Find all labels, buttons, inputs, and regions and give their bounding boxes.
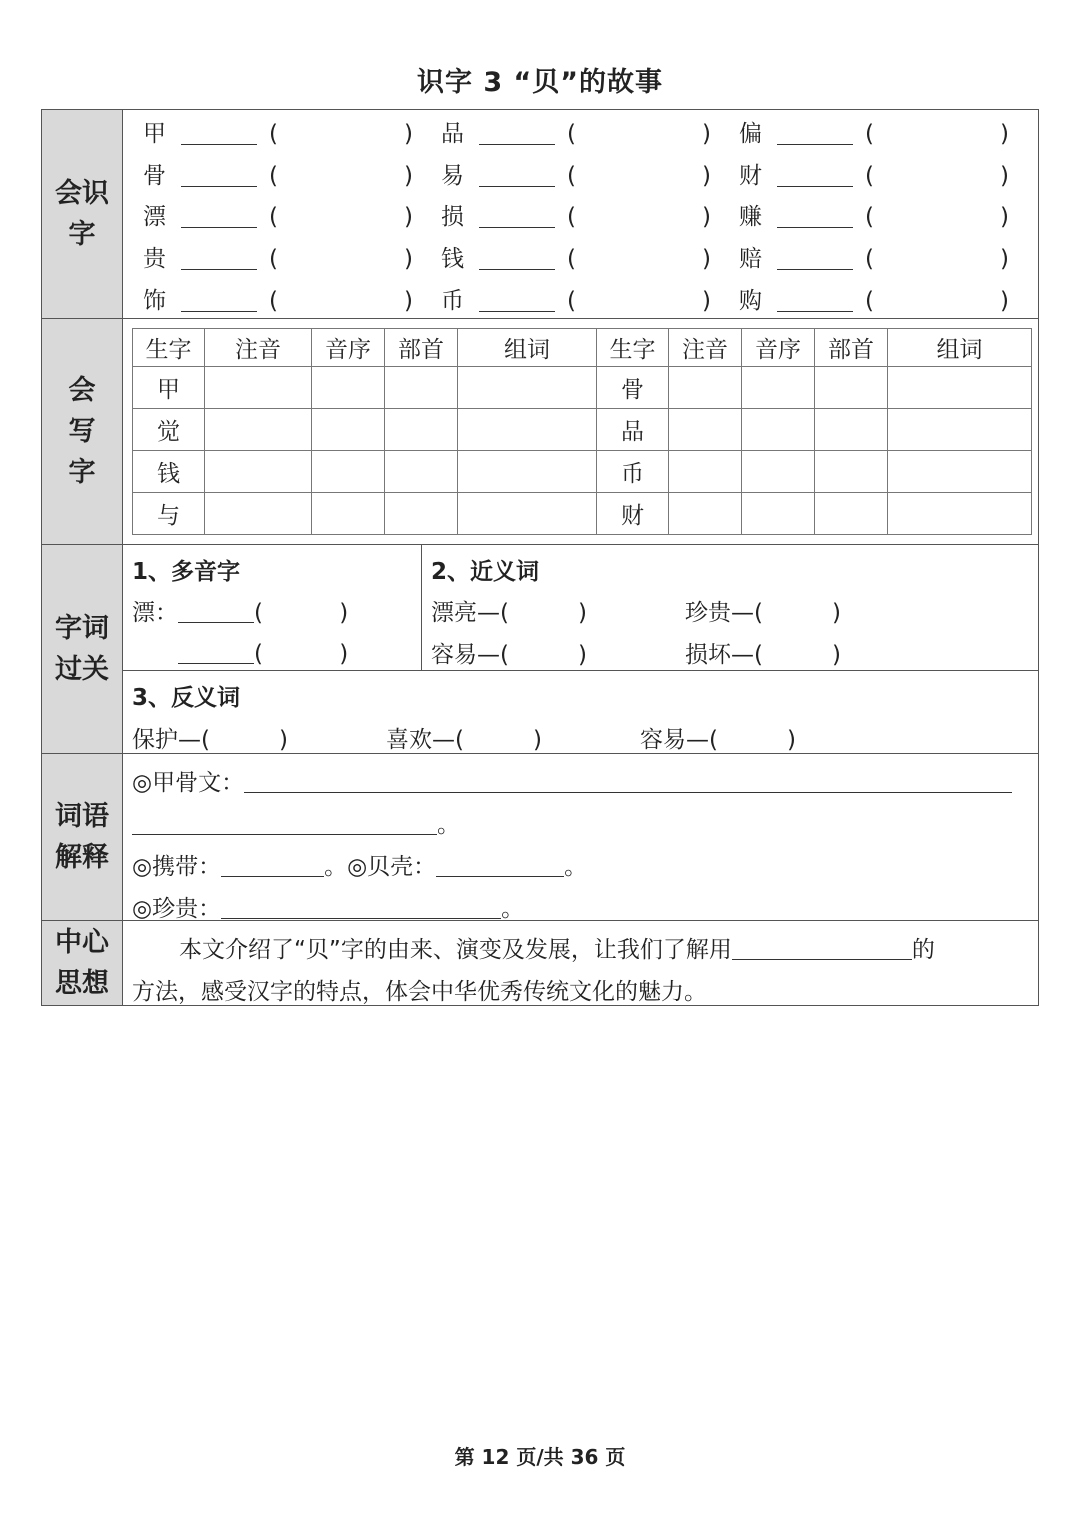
write-answer-cell[interactable] <box>458 451 597 493</box>
write-answer-cell[interactable] <box>458 493 597 535</box>
write-char: 币 <box>597 451 669 493</box>
read-char: 漂 <box>143 204 166 230</box>
write-answer-cell[interactable] <box>888 409 1032 451</box>
read-blank[interactable] <box>479 289 555 312</box>
write-char: 钱 <box>133 451 205 493</box>
section-label-explain: 词语 解释 <box>42 754 123 921</box>
write-row <box>133 367 1032 409</box>
read-blank[interactable] <box>181 289 257 312</box>
read-item: 品 ( ) <box>441 121 711 147</box>
read-item: 甲 ( ) <box>143 121 413 147</box>
ant-item: 保护—( ) <box>132 727 288 753</box>
read-item: 骨 ( ) <box>143 163 413 189</box>
write-answer-cell[interactable] <box>815 367 888 409</box>
page-footer: 第 12 页/共 36 页 <box>454 1445 626 1469</box>
read-char: 甲 <box>143 121 166 147</box>
read-char: 损 <box>441 204 464 230</box>
explain-zhengui: ◎珍贵： 。 <box>132 896 525 922</box>
write-header-cell: 生字 <box>133 329 205 367</box>
ant-item: 容易—( ) <box>640 727 796 753</box>
read-grid <box>123 110 1038 318</box>
jiaguwen-blank-2[interactable] <box>132 814 437 835</box>
explain-xiedai-beike: ◎携带： 。◎贝壳： 。 <box>132 854 588 880</box>
read-blank[interactable] <box>479 164 555 187</box>
write-header-cell: 音序 <box>742 329 815 367</box>
explain-jiaguwen-cont: 。 <box>132 806 460 839</box>
write-char: 与 <box>133 493 205 535</box>
read-item: 偏 ( ) <box>739 121 1009 147</box>
read-item: 易 ( ) <box>441 163 711 189</box>
write-answer-cell[interactable] <box>458 409 597 451</box>
read-char: 骨 <box>143 163 166 189</box>
write-header-cell: 部首 <box>815 329 888 367</box>
read-char: 钱 <box>441 246 464 272</box>
worksheet-table <box>41 109 1039 1006</box>
read-blank[interactable] <box>479 122 555 145</box>
xiedai-blank[interactable] <box>221 856 324 877</box>
write-char: 觉 <box>133 409 205 451</box>
poly-item-1: 漂： ( ) <box>132 600 349 626</box>
write-answer-cell[interactable] <box>888 367 1032 409</box>
section-label-theme: 中心 思想 <box>42 921 123 1006</box>
theme-line-2: 方法，感受汉字的特点，体会中华优秀传统文化的魅力。 <box>132 979 707 1005</box>
poly-title: 1、多音字 <box>132 559 241 585</box>
syn-title: 2、近义词 <box>431 559 540 585</box>
write-answer-cell[interactable] <box>669 451 742 493</box>
write-answer-cell[interactable] <box>669 493 742 535</box>
write-answer-cell[interactable] <box>742 409 815 451</box>
write-answer-cell[interactable] <box>815 493 888 535</box>
write-answer-cell[interactable] <box>888 493 1032 535</box>
read-char: 赔 <box>739 246 762 272</box>
read-blank[interactable] <box>777 289 853 312</box>
poly-item-2: ( ) <box>132 635 348 668</box>
write-answer-cell[interactable] <box>312 493 385 535</box>
write-answer-cell[interactable] <box>385 493 458 535</box>
write-table <box>132 328 1032 535</box>
read-char: 购 <box>739 288 762 314</box>
write-answer-cell[interactable] <box>385 409 458 451</box>
write-header-cell: 组词 <box>888 329 1032 367</box>
read-item: 贵 ( ) <box>143 246 413 272</box>
write-header-cell: 注音 <box>205 329 312 367</box>
write-answer-cell[interactable] <box>888 451 1032 493</box>
write-answer-cell[interactable] <box>815 451 888 493</box>
write-row <box>133 493 1032 535</box>
write-answer-cell[interactable] <box>815 409 888 451</box>
read-blank[interactable] <box>181 164 257 187</box>
read-blank[interactable] <box>181 122 257 145</box>
write-answer-cell[interactable] <box>205 367 312 409</box>
write-row <box>133 409 1032 451</box>
zhengui-blank[interactable] <box>221 898 501 919</box>
read-blank[interactable] <box>777 247 853 270</box>
section-label-read: 会识 字 <box>42 110 123 319</box>
write-header-cell: 部首 <box>385 329 458 367</box>
read-blank[interactable] <box>479 247 555 270</box>
read-item: 饰 ( ) <box>143 288 413 314</box>
write-answer-cell[interactable] <box>312 367 385 409</box>
syn-item: 容易—( ) <box>431 642 587 668</box>
write-char: 骨 <box>597 367 669 409</box>
read-item: 财 ( ) <box>739 163 1009 189</box>
write-answer-cell[interactable] <box>742 367 815 409</box>
write-answer-cell[interactable] <box>385 367 458 409</box>
section-label-words: 字词 过关 <box>42 545 123 754</box>
write-answer-cell[interactable] <box>205 451 312 493</box>
syn-item: 损坏—( ) <box>685 642 841 668</box>
read-item: 赚 ( ) <box>739 204 1009 230</box>
read-char: 赚 <box>739 204 762 230</box>
write-row <box>133 451 1032 493</box>
ant-title: 3、反义词 <box>132 685 241 711</box>
section-label-write: 会 写 字 <box>42 319 123 545</box>
read-blank[interactable] <box>181 247 257 270</box>
read-blank[interactable] <box>181 205 257 228</box>
read-blank[interactable] <box>777 122 853 145</box>
beike-blank[interactable] <box>436 856 564 877</box>
explain-jiaguwen: ◎甲骨文： <box>132 764 1012 797</box>
write-answer-cell[interactable] <box>742 451 815 493</box>
read-item: 钱 ( ) <box>441 246 711 272</box>
write-answer-cell[interactable] <box>669 409 742 451</box>
read-char: 饰 <box>143 288 166 314</box>
read-item: 购 ( ) <box>739 288 1009 314</box>
theme-blank[interactable] <box>732 939 912 960</box>
read-item: 损 ( ) <box>441 204 711 230</box>
write-answer-cell[interactable] <box>385 451 458 493</box>
read-char: 偏 <box>739 121 762 147</box>
write-header-cell: 注音 <box>669 329 742 367</box>
read-item: 漂 ( ) <box>143 204 413 230</box>
read-char: 贵 <box>143 246 166 272</box>
jiaguwen-blank-1[interactable] <box>244 772 1012 793</box>
write-answer-cell[interactable] <box>669 367 742 409</box>
write-answer-cell[interactable] <box>205 409 312 451</box>
write-answer-cell[interactable] <box>742 493 815 535</box>
theme-line-1: 本文介绍了“贝”字的由来、演变及发展，让我们了解用 的 <box>179 937 935 963</box>
read-blank[interactable] <box>479 205 555 228</box>
syn-item: 漂亮—( ) <box>431 600 587 626</box>
read-blank[interactable] <box>777 164 853 187</box>
write-answer-cell[interactable] <box>312 409 385 451</box>
read-char: 财 <box>739 163 762 189</box>
ant-item: 喜欢—( ) <box>386 727 542 753</box>
read-char: 易 <box>441 163 464 189</box>
read-blank[interactable] <box>777 205 853 228</box>
write-answer-cell[interactable] <box>312 451 385 493</box>
write-char: 品 <box>597 409 669 451</box>
write-answer-cell[interactable] <box>205 493 312 535</box>
write-answer-cell[interactable] <box>458 367 597 409</box>
write-header-cell: 生字 <box>597 329 669 367</box>
read-item: 赔 ( ) <box>739 246 1009 272</box>
write-header-cell: 组词 <box>458 329 597 367</box>
write-char: 财 <box>597 493 669 535</box>
poly-blank-1[interactable] <box>178 602 254 623</box>
read-item: 币 ( ) <box>441 288 711 314</box>
read-char: 品 <box>441 121 464 147</box>
syn-item: 珍贵—( ) <box>685 600 841 626</box>
read-char: 币 <box>441 288 464 314</box>
poly-blank-2[interactable] <box>178 643 254 664</box>
write-char: 甲 <box>133 367 205 409</box>
page-title: 识字 3 “贝”的故事 <box>416 67 664 98</box>
write-header-cell: 音序 <box>312 329 385 367</box>
